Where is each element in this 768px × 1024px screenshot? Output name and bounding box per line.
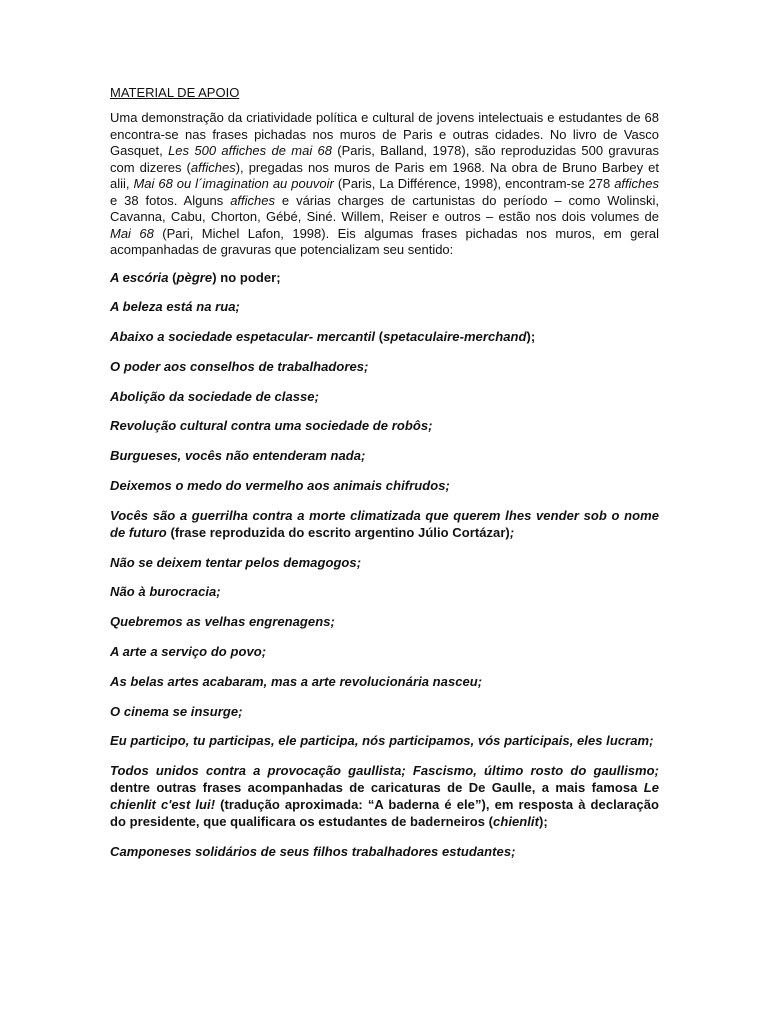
slogan-text: Le chienlit c'est lui! — [110, 780, 659, 813]
slogan-item — [110, 554, 659, 571]
intro-text-7: (Pari, Michel Lafon, 1998). Eis algumas frases pichadas nos muros, em geral acompanhadas de gravuras que potencializam seu sentido: — [110, 225, 659, 257]
slogan-text: chienlit — [493, 814, 539, 830]
slogan-text: (tradução aproximada: “A baderna é ele”), em resposta à declaração do presidente, que qualificara os estudantes de baderneiros ( — [110, 797, 659, 830]
slogan-text: Abolição da sociedade de classe; — [110, 388, 319, 404]
slogan-item — [110, 298, 659, 315]
book-title-1: Les 500 affiches de mai 68 — [168, 143, 332, 158]
slogan-item — [110, 583, 659, 600]
slogan-text: Não à burocracia; — [110, 584, 221, 600]
slogan-text: dentre outras frases acompanhadas de caricaturas de De Gaulle, a mais famosa — [110, 780, 644, 796]
intro-text-2: (Paris, Balland, 1978), são reproduzidas 500 gravuras com dizeres ( — [110, 143, 659, 175]
affiches-term-3: affiches — [230, 192, 276, 208]
slogan-text: A arte a serviço do povo; — [110, 644, 267, 660]
intro-text-6: e várias charges de cartunistas do período – como Wolinski, Cavanna, Cabu, Chorton, Gébé, Siné. Willem, Reiser e outros – estão nos dois volumes de — [110, 192, 660, 224]
intro-text-5: e 38 fotos. Alguns — [110, 192, 231, 208]
slogan-item — [110, 328, 659, 345]
slogan-item — [110, 477, 659, 494]
slogan-item — [110, 762, 659, 830]
slogan-item — [110, 673, 659, 690]
slogan-item — [110, 388, 659, 405]
slogan-item — [110, 417, 659, 434]
intro-text-1: Uma demonstração da criatividade política e cultural de jovens intelectuais e estudantes de 68 encontra-se nas frases pichadas nos muros de Paris e outras cidades. No livro de Vasco Gasquet, — [110, 110, 659, 158]
slogan-text: Burgueses, vocês não entenderam nada; — [110, 448, 366, 464]
slogan-text: Não se deixem tentar pelos demagogos; — [110, 554, 362, 570]
slogan-text: ; — [509, 524, 515, 540]
slogan-item — [110, 507, 659, 541]
page-title: MATERIAL DE APOIO — [110, 85, 240, 100]
slogan-text: O poder aos conselhos de trabalhadores; — [110, 358, 369, 374]
slogan-item — [110, 269, 659, 286]
affiches-term-1: affiches — [190, 159, 236, 175]
slogan-text: ); — [538, 814, 548, 830]
slogan-text: ); — [526, 329, 536, 345]
slogan-text: ( — [375, 329, 384, 345]
slogan-item — [110, 703, 659, 720]
slogan-text: Deixemos o medo do vermelho aos animais chifrudos; — [110, 478, 450, 494]
intro-paragraph — [110, 110, 659, 259]
affiches-term-2: affiches — [614, 176, 659, 191]
slogan-text: (frase reproduzida do escrito argentino Júlio Cortázar) — [166, 524, 510, 540]
slogan-text: Quebremos as velhas engrenagens; — [110, 614, 335, 630]
document-page — [110, 84, 659, 873]
slogan-text: A beleza está na rua; — [110, 299, 240, 315]
slogan-text: Camponeses solidários de seus filhos trabalhadores estudantes; — [110, 844, 516, 860]
slogan-item — [110, 732, 659, 749]
slogan-text: Abaixo a sociedade espetacular- mercantil — [110, 329, 376, 345]
book-title-2: Mai 68 ou l´imagination au pouvoir — [133, 176, 334, 191]
slogan-text: Eu participo, tu participas, ele participa, nós participamos, vós participais, eles lucram; — [110, 733, 654, 749]
slogan-text: ( — [168, 269, 177, 285]
slogan-text: Vocês são a guerrilha contra a morte climatizada que querem lhes vender sob o nome de futuro — [110, 507, 659, 540]
slogan-item — [110, 447, 659, 464]
slogan-text: Todos unidos contra a provocação gaullista; Fascismo, último rosto do gaullismo; — [110, 763, 659, 779]
slogan-text: O cinema se insurge; — [110, 703, 243, 719]
slogan-text: ) no poder; — [212, 269, 281, 285]
slogan-item — [110, 358, 659, 375]
intro-text-3: ), pregadas nos muros de Paris em 1968. Na obra de Bruno Barbey et alii, — [110, 159, 659, 191]
book-title-3: Mai 68 — [110, 225, 154, 241]
slogan-item — [110, 613, 659, 630]
slogan-item — [110, 843, 659, 860]
slogan-text: spetaculaire-merchand — [383, 329, 527, 345]
slogan-item — [110, 643, 659, 660]
slogan-text: Revolução cultural contra uma sociedade de robôs; — [110, 418, 433, 434]
slogan-text: pègre — [176, 269, 213, 285]
slogan-text: A escória — [110, 269, 169, 285]
intro-text-4: (Paris, La Différence, 1998), encontram-se 278 — [333, 176, 615, 191]
slogan-text: As belas artes acabaram, mas a arte revolucionária nasceu; — [110, 673, 483, 689]
